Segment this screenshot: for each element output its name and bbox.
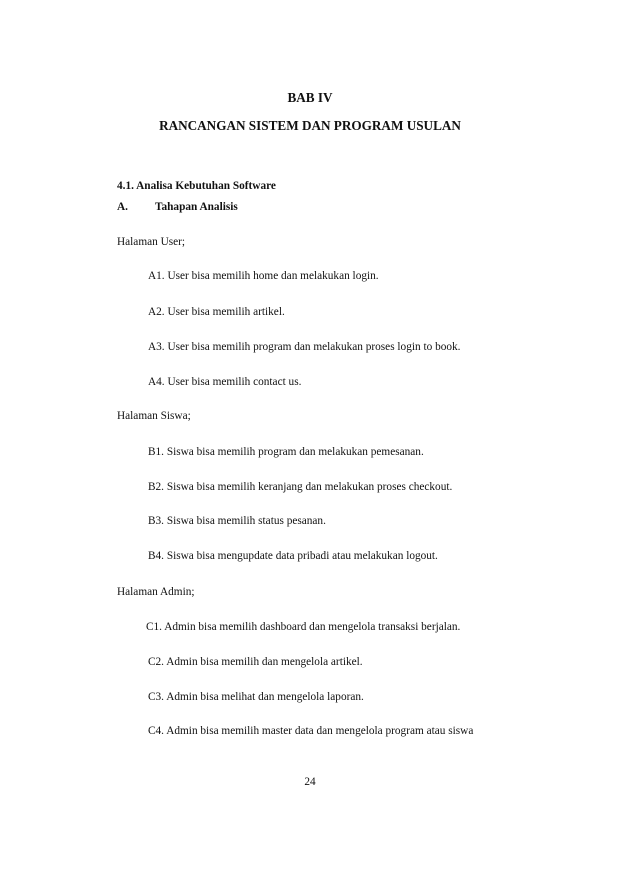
chapter-number: BAB IV (287, 90, 333, 105)
list-item: B3. Siswa bisa memilih status pesanan. (148, 515, 326, 527)
group-label-user: Halaman User; (117, 236, 186, 248)
list-item: A3. User bisa memilih program dan melakukan proses login to book. (148, 341, 461, 353)
list-item: B1. Siswa bisa memilih program dan melakukan pemesanan. (148, 446, 424, 458)
list-item: A4. User bisa memilih contact us. (148, 376, 302, 388)
list-item: C3. Admin bisa melihat dan mengelola laporan. (148, 691, 364, 703)
list-item: C4. Admin bisa memilih master data dan mengelola program atau siswa (148, 725, 474, 737)
list-item: B2. Siswa bisa memilih keranjang dan melakukan proses checkout. (148, 481, 453, 493)
list-item: A2. User bisa memilih artikel. (148, 306, 285, 318)
chapter-title: RANCANGAN SISTEM DAN PROGRAM USULAN (159, 118, 461, 133)
subsection-marker: A. (117, 201, 128, 213)
list-item: C1. Admin bisa memilih dashboard dan mengelola transaksi berjalan. (146, 621, 461, 633)
group-label-admin: Halaman Admin; (117, 586, 195, 598)
group-label-siswa: Halaman Siswa; (117, 410, 191, 422)
subsection-title: Tahapan Analisis (155, 201, 238, 213)
list-item: C2. Admin bisa memilih dan mengelola artikel. (148, 656, 363, 668)
list-item: A1. User bisa memilih home dan melakukan login. (148, 270, 379, 282)
section-heading: 4.1. Analisa Kebutuhan Software (117, 180, 276, 192)
list-item: B4. Siswa bisa mengupdate data pribadi atau melakukan logout. (148, 550, 438, 562)
page-number: 24 (304, 776, 316, 788)
